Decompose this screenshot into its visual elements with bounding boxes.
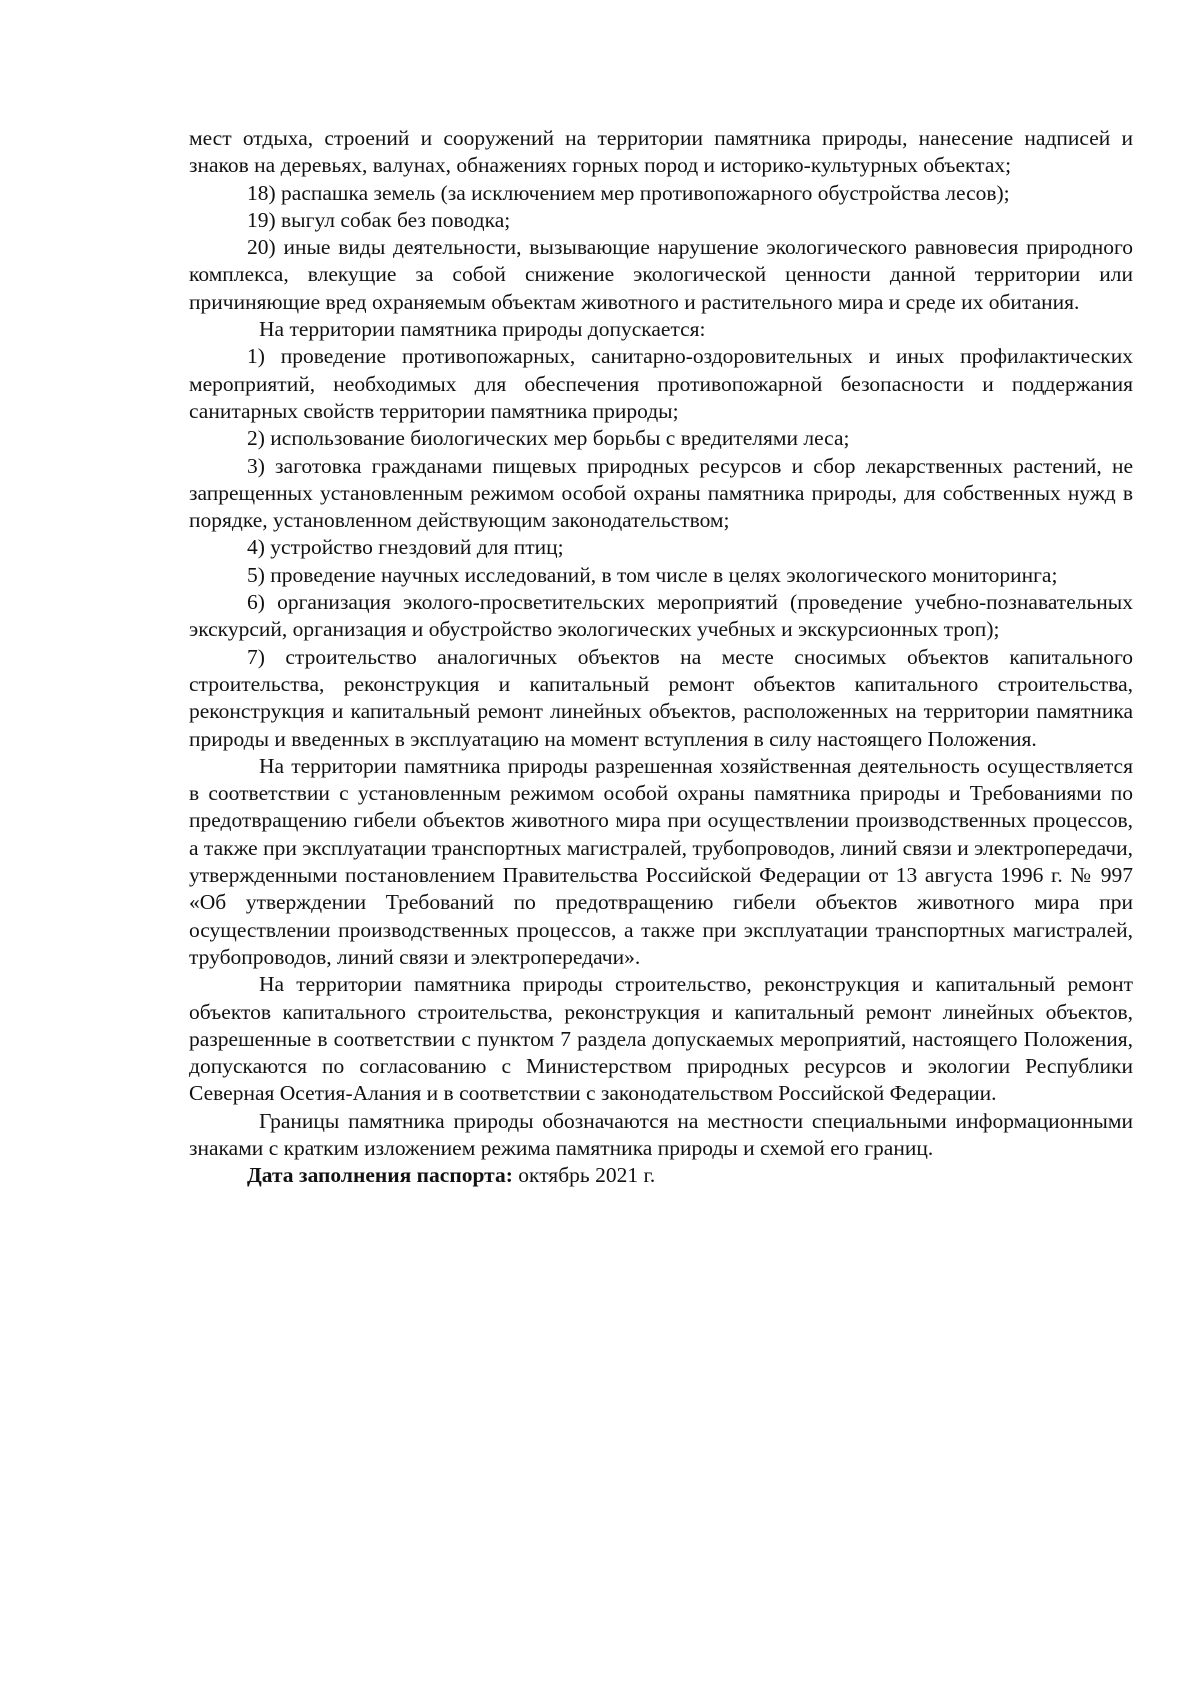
- permitted-item-4: 4) устройство гнездовий для птиц;: [247, 535, 564, 560]
- list-item-20: 20) иные виды деятельности, вызывающие нарушение экологического равновесия природного комплекса, влекущие за собой снижение экологической ценности данной территории или причиняющие вред охраняемым объектам животного и растительного мира и среде их обитания.: [189, 235, 1133, 314]
- boundaries-paragraph: Границы памятника природы обозначаются на местности специальными информационными знаками с кратким изложением режима памятника природы и схемой его границ.: [189, 1108, 1133, 1160]
- construction-paragraph: На территории памятника природы строительство, реконструкция и капитальный ремонт объектов капитального строительства, реконструкция и капитальный ремонт линейных объектов, разрешенные в соответствии с пунктом 7 раздела допускаемых мероприятий, настоящего Положения, допускаются по согласованию с Министерством природных ресурсов и экологии Республики Северная Осетия-Алания и в соответствии с законодательством Российской Федерации.: [189, 972, 1133, 1106]
- permitted-heading: На территории памятника природы допускается:: [259, 317, 706, 342]
- paragraph-continuation: мест отдыха, строений и сооружений на территории памятника природы, нанесение надписей и знаков на деревьях, валунах, обнажениях горных пород и историко-культурных объектах;: [189, 126, 1133, 178]
- permitted-item-3: 3) заготовка гражданами пищевых природных ресурсов и сбор лекарственных растений, не запрещенных установленным режимом особой охраны памятника природы, для собственных нужд в порядке, установленном действующим законодательством;: [189, 453, 1133, 533]
- document-body: [189, 125, 1133, 1190]
- passport-date-line: [189, 1162, 1133, 1189]
- passport-date-label: Дата заполнения паспорта:: [247, 1163, 513, 1188]
- permitted-item-1: 1) проведение противопожарных, санитарно-оздоровительных и иных профилактических мероприятий, необходимых для обеспечения противопожарной безопасности и поддержания санитарных свойств территории памятника природы;: [189, 344, 1133, 423]
- economic-activity-paragraph: На территории памятника природы разрешенная хозяйственная деятельность осуществляется в соответствии с установленным режимом особой охраны памятника природы и Требованиями по предотвращению гибели объектов животного мира при осуществлении производственных процессов, а также при эксплуатации транспортных магистралей, трубопроводов, линий связи и электропередачи, утвержденными постановлением Правительства Российской Федерации от 13 августа 1996 г. № 997 «Об утверждении Требований по предотвращению гибели объектов животного мира при осуществлении производственных процессов, а также при эксплуатации транспортных магистралей, трубопроводов, линий связи и электропередачи».: [189, 753, 1133, 969]
- list-item-19: 19) выгул собак без поводка;: [247, 207, 511, 232]
- permitted-item-6: 6) организация эколого-просветительских мероприятий (проведение учебно-познавательных экскурсий, организация и обустройство экологических учебных и экскурсионных троп);: [189, 590, 1133, 642]
- passport-date-value: октябрь 2021 г.: [512, 1163, 656, 1188]
- permitted-item-5: 5) проведение научных исследований, в том числе в целях экологического мониторинга;: [247, 562, 1058, 587]
- permitted-item-7: 7) строительство аналогичных объектов на месте сносимых объектов капитального строительства, реконструкция и капитальный ремонт объектов капитального строительства, реконструкция и капитальный ремонт линейных объектов, расположенных на территории памятника природы и введенных в эксплуатацию на момент вступления в силу настоящего Положения.: [189, 644, 1133, 751]
- permitted-item-2: 2) использование биологических мер борьбы с вредителями леса;: [247, 426, 850, 451]
- list-item-18: 18) распашка земель (за исключением мер противопожарного обустройства лесов);: [247, 180, 1010, 205]
